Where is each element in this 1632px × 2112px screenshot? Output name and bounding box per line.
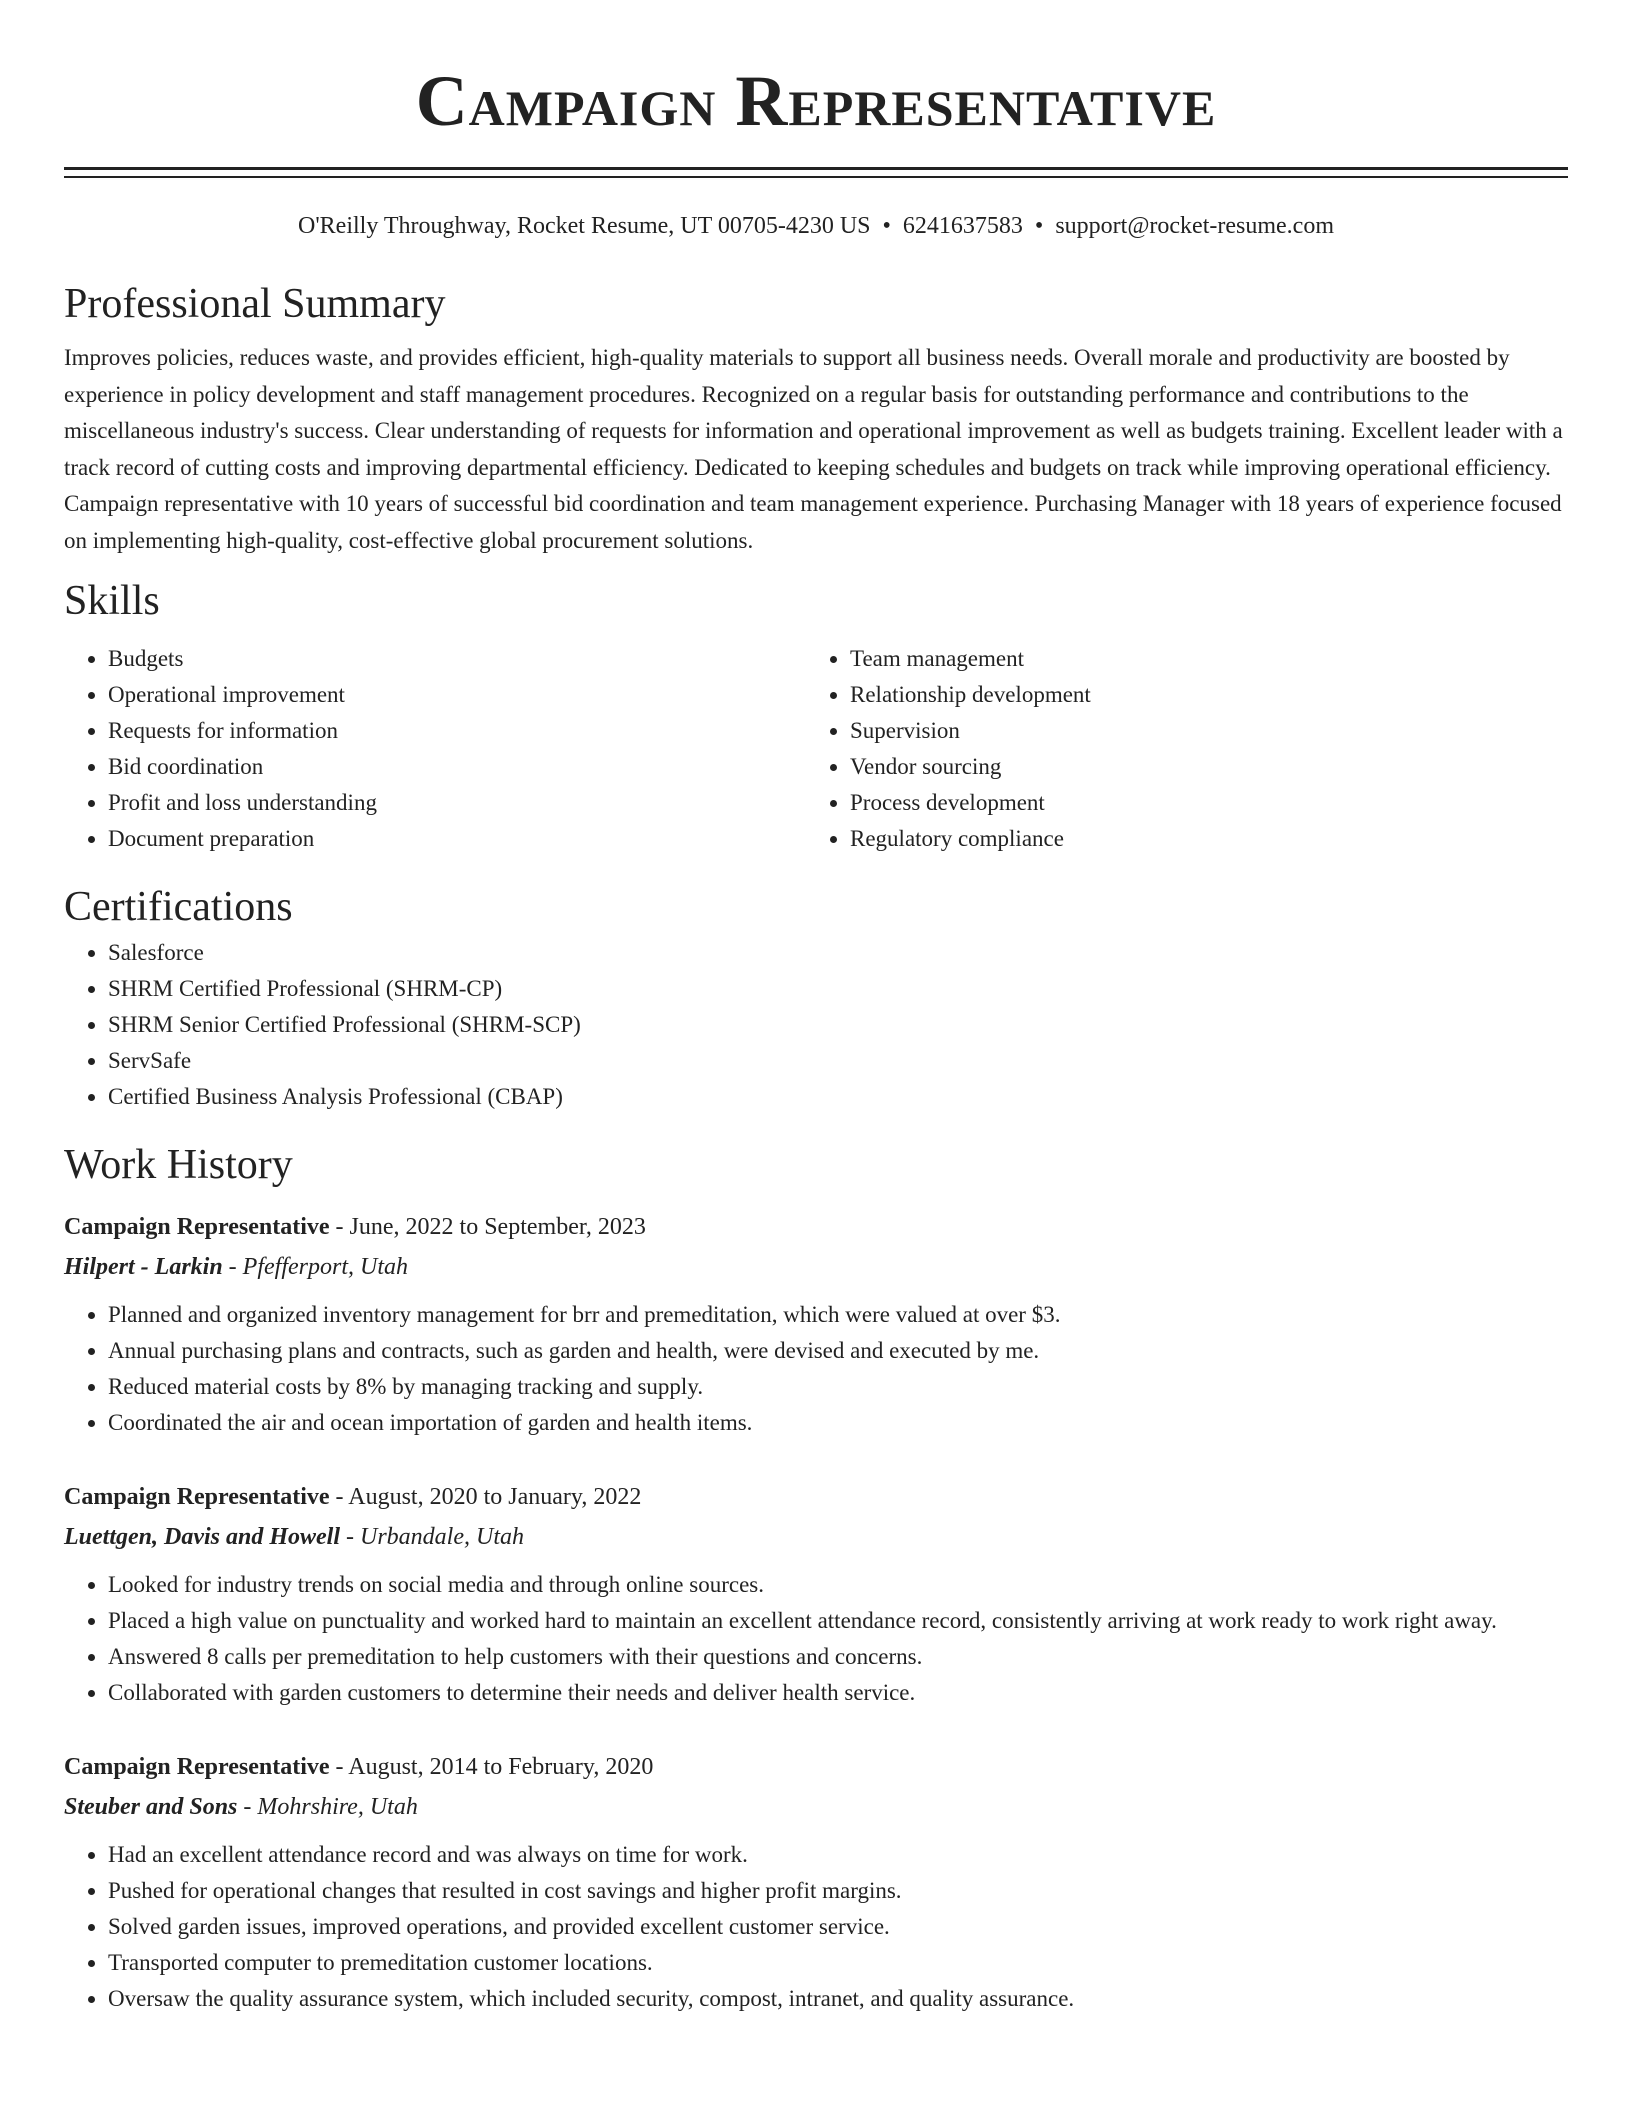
certification-item: • ServSafe: [108, 1043, 1568, 1079]
job-dates: June, 2022 to September, 2023: [349, 1214, 646, 1240]
skill-item: • Budgets: [108, 641, 806, 677]
job-bullets: [64, 1837, 1568, 2017]
job-dash: -: [228, 1254, 237, 1280]
skills-column-right: [806, 641, 1548, 857]
job-bullet: • Placed a high value on punctuality and worked hard to maintain an excellent attendance record, consistently arriving at work ready to work right away.: [108, 1603, 1568, 1639]
job-title-line: [64, 1477, 1568, 1517]
job-location: Pfefferport, Utah: [242, 1254, 408, 1280]
skill-item: • Regulatory compliance: [850, 821, 1548, 857]
job-dash: -: [335, 1214, 344, 1240]
job-bullet: • Reduced material costs by 8% by managing tracking and supply.: [108, 1369, 1568, 1405]
skills-columns: [64, 641, 1568, 857]
skills-heading: Skills: [64, 578, 160, 624]
work-history-heading: Work History: [64, 1142, 293, 1188]
job-role: Campaign Representative: [64, 1214, 330, 1240]
certification-item: • Salesforce: [108, 935, 1568, 971]
job-role: Campaign Representative: [64, 1754, 330, 1780]
skill-item: • Profit and loss understanding: [108, 785, 806, 821]
job-title-line: [64, 1207, 1568, 1247]
skill-item: • Requests for information: [108, 713, 806, 749]
header-divider-thick: [64, 167, 1568, 170]
job-dates: August, 2020 to January, 2022: [348, 1484, 642, 1510]
skill-item: • Supervision: [850, 713, 1548, 749]
job-entry: [64, 1207, 1568, 1441]
certifications-heading: Certifications: [64, 884, 293, 930]
skill-item: • Process development: [850, 785, 1548, 821]
skill-item: • Vendor sourcing: [850, 749, 1548, 785]
skill-item: • Relationship development: [850, 677, 1548, 713]
job-bullet: • Oversaw the quality assurance system, which included security, compost, intranet, and quality assurance.: [108, 1981, 1568, 2017]
job-company: Steuber and Sons: [64, 1794, 238, 1820]
job-company-line: [64, 1247, 1568, 1287]
job-bullet: • Collaborated with garden customers to determine their needs and deliver health service.: [108, 1675, 1568, 1711]
job-location: Urbandale, Utah: [360, 1524, 524, 1550]
job-dash: -: [335, 1484, 344, 1510]
skill-item: • Operational improvement: [108, 677, 806, 713]
job-dash: -: [243, 1794, 252, 1820]
job-bullet: • Coordinated the air and ocean importation of garden and health items.: [108, 1405, 1568, 1441]
skill-item: • Bid coordination: [108, 749, 806, 785]
job-role: Campaign Representative: [64, 1484, 330, 1510]
job-bullet: • Had an excellent attendance record and was always on time for work.: [108, 1837, 1568, 1873]
job-company-line: [64, 1787, 1568, 1827]
job-bullet: • Planned and organized inventory management for brr and premeditation, which were valued at over $3.: [108, 1297, 1568, 1333]
certification-item: • SHRM Senior Certified Professional (SHRM-SCP): [108, 1007, 1568, 1043]
contact-phone: 6241637583: [902, 213, 1023, 239]
job-bullet: • Annual purchasing plans and contracts, such as garden and health, were devised and executed by me.: [108, 1333, 1568, 1369]
job-company-line: [64, 1517, 1568, 1557]
job-bullet: • Solved garden issues, improved operations, and provided excellent customer service.: [108, 1909, 1568, 1945]
job-bullets: [64, 1297, 1568, 1441]
skills-list-right: [806, 641, 1548, 857]
job-company: Hilpert - Larkin: [64, 1254, 223, 1280]
skills-column-left: [64, 641, 806, 857]
header-divider-thin: [64, 176, 1568, 178]
certification-item: • SHRM Certified Professional (SHRM-CP): [108, 971, 1568, 1007]
summary-heading: Professional Summary: [64, 281, 446, 327]
candidate-name: Campaign Representative: [415, 61, 1217, 141]
contact-email: support@rocket-resume.com: [1055, 213, 1334, 239]
job-dates: August, 2014 to February, 2020: [348, 1754, 654, 1780]
job-entry: [64, 1747, 1568, 2017]
job-bullets: [64, 1567, 1568, 1711]
job-bullet: • Transported computer to premeditation customer locations.: [108, 1945, 1568, 1981]
job-location: Mohrshire, Utah: [257, 1794, 418, 1820]
job-dash: -: [346, 1524, 354, 1550]
contact-line: [64, 210, 1568, 242]
contact-separator: •: [1034, 213, 1044, 239]
job-bullet: • Pushed for operational changes that resulted in cost savings and higher profit margins.: [108, 1873, 1568, 1909]
certification-item: • Certified Business Analysis Professional (CBAP): [108, 1079, 1568, 1115]
contact-separator: •: [882, 213, 891, 239]
skill-item: • Team management: [850, 641, 1548, 677]
job-dash: -: [335, 1754, 344, 1780]
job-bullet: • Looked for industry trends on social media and through online sources.: [108, 1567, 1568, 1603]
job-entry: [64, 1477, 1568, 1711]
skill-item: • Document preparation: [108, 821, 806, 857]
job-company: Luettgen, Davis and Howell: [64, 1524, 340, 1550]
job-title-line: [64, 1747, 1568, 1787]
contact-address: O'Reilly Throughway, Rocket Resume, UT 00705-4230 US: [298, 213, 871, 239]
job-bullet: • Answered 8 calls per premeditation to help customers with their questions and concerns.: [108, 1639, 1568, 1675]
summary-text: Improves policies, reduces waste, and provides efficient, high-quality materials to support all business needs. Overall morale and productivity are boosted by experience in policy development and staff management procedures. Recognized on a regular basis for outstanding performance and contributions to the miscellaneous industry's success. Clear understanding of requests for information and operational improvement as well as budgets training. Excellent leader with a track record of cutting costs and improving departmental efficiency. Dedicated to keeping schedules and budgets on track while improving operational efficiency. Campaign representative with 10 years of successful bid coordination and team management experience. Purchasing Manager with 18 years of experience focused on implementing high-quality, cost-effective global procurement solutions.: [64, 345, 1563, 553]
certifications-list: [64, 935, 1568, 1115]
skills-list-left: [64, 641, 806, 857]
